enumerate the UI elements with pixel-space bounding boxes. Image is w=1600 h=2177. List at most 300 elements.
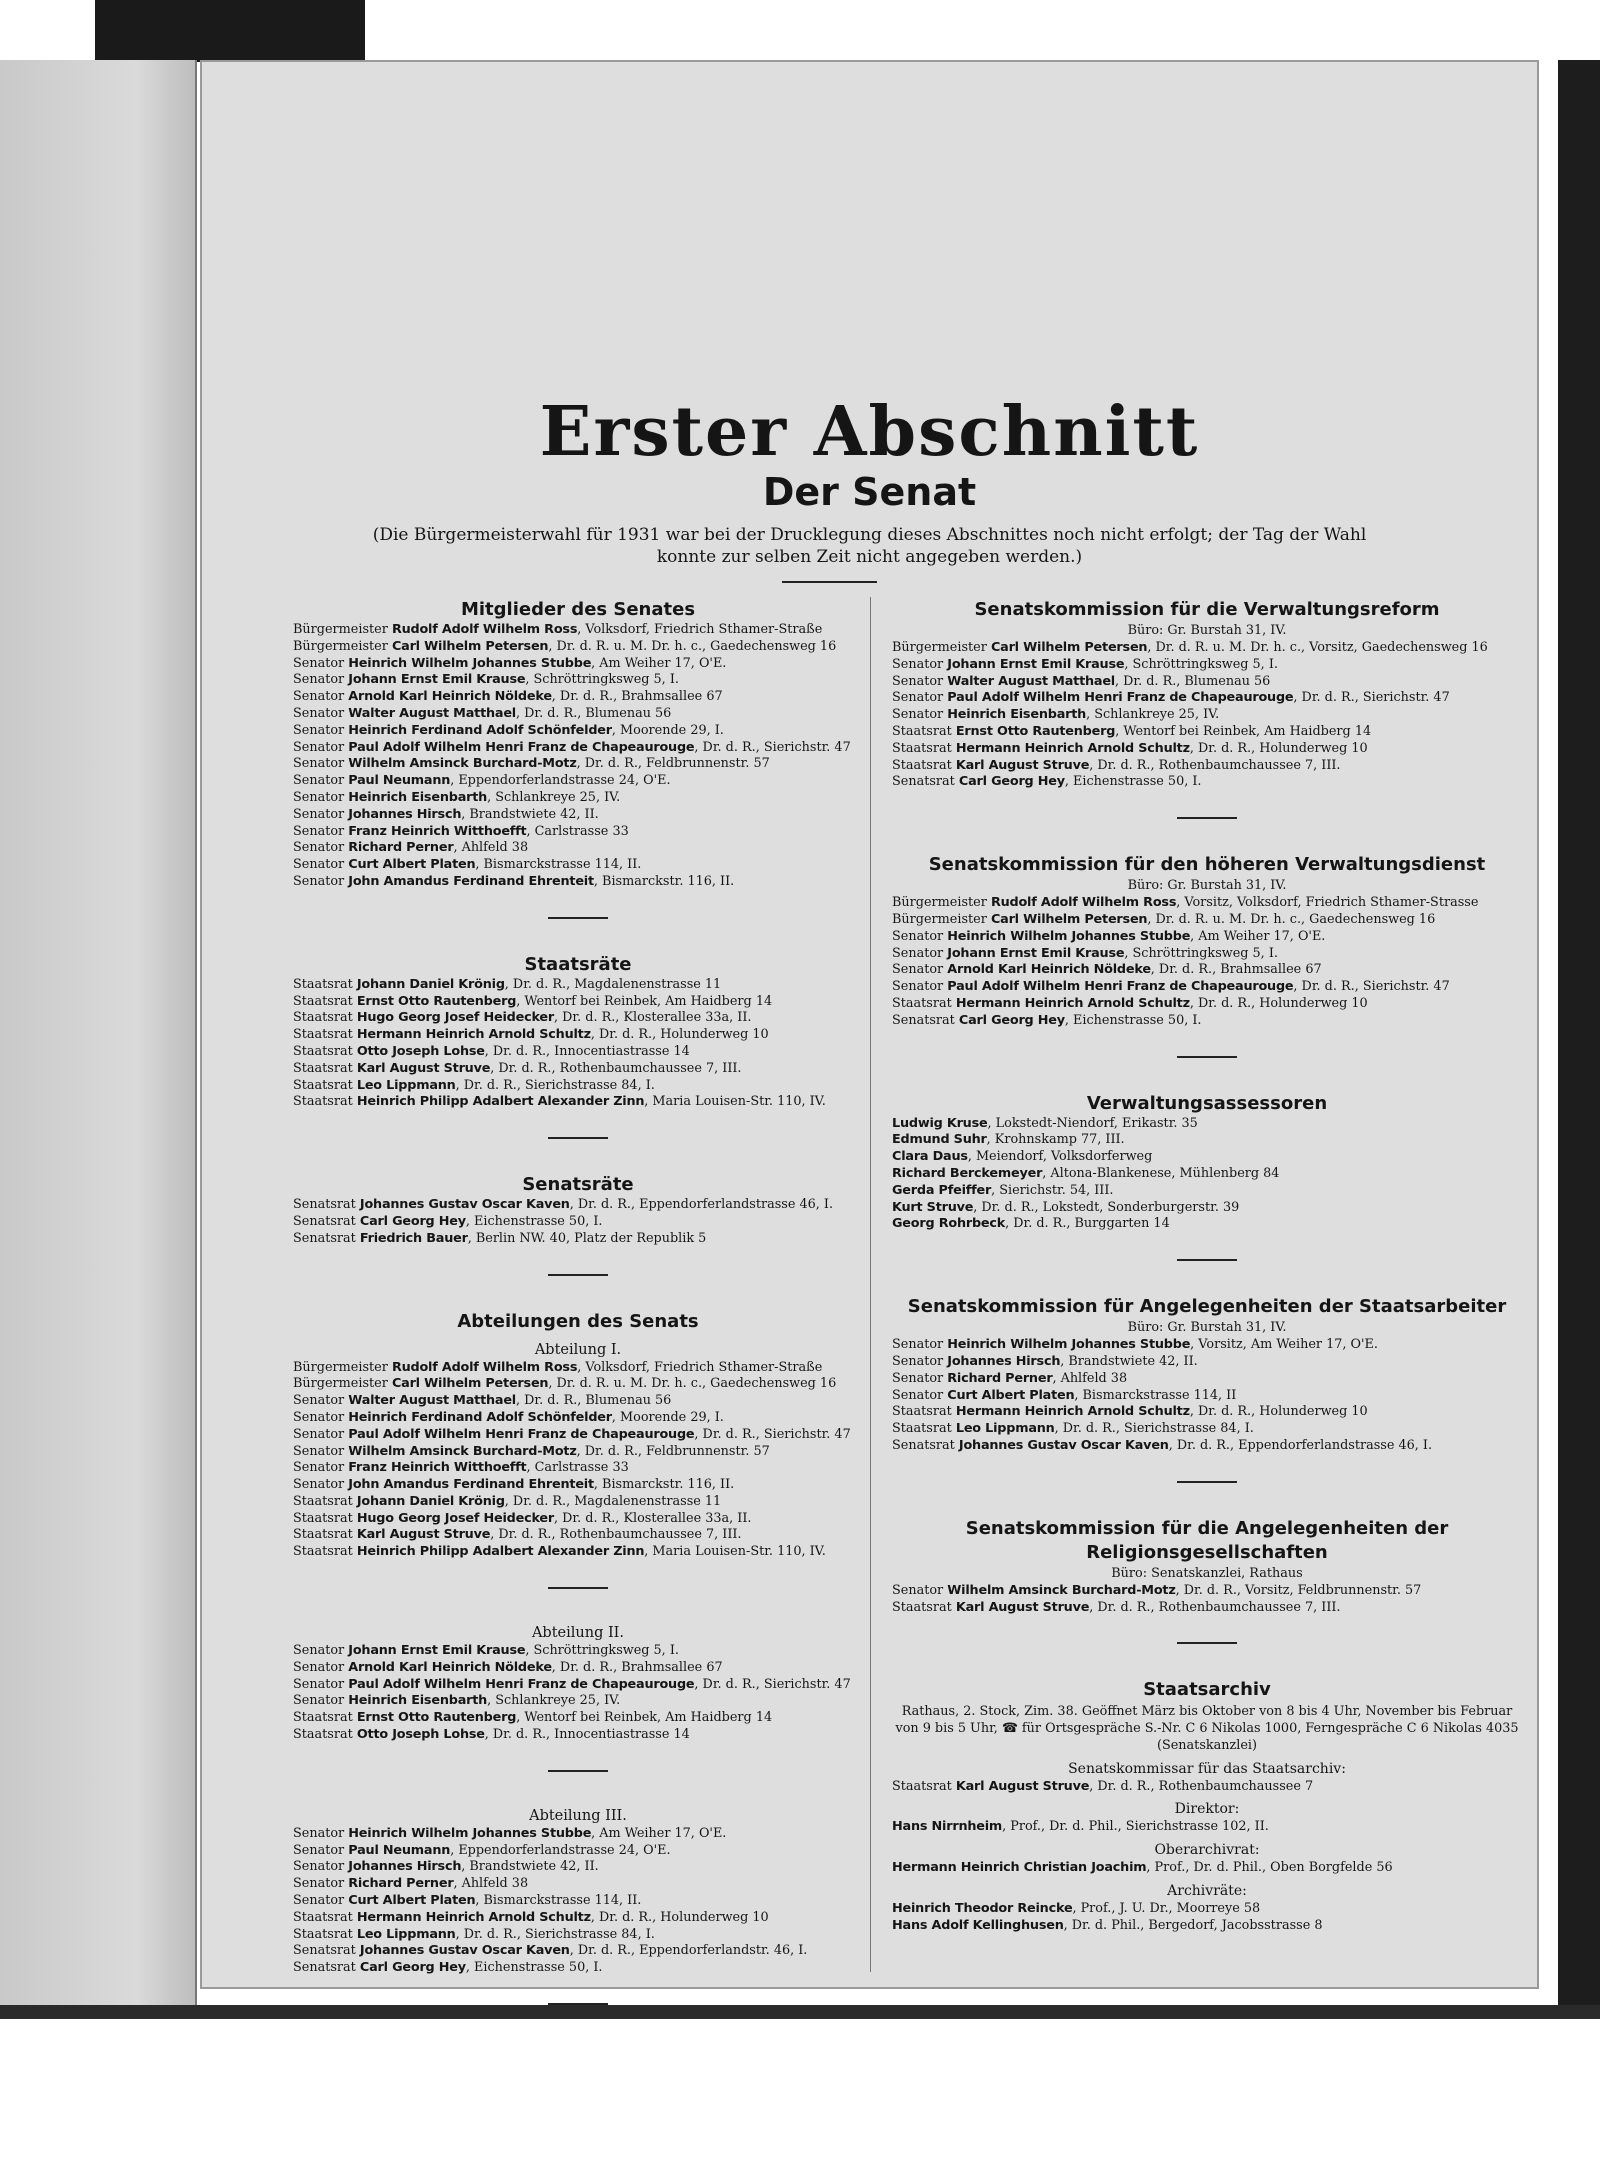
member-name: Curt Albert Platen [947,1387,1075,1403]
member-name: Ernst Otto Rautenberg [955,723,1116,739]
member-entry [293,1477,863,1494]
member-details: , Dr. d. R., Blumenau 56 [1115,673,1271,689]
member-details: , Dr. d. R., Brahmsallee 67 [1150,962,1322,978]
staatsarchiv-section [892,1678,1522,1934]
member-details: , Dr. d. R., Eppendorferlandstrasse 46, I. [569,1197,834,1213]
member-details: , Dr. d. R., Holunderweg 10 [1189,1404,1368,1420]
member-entry [293,807,863,824]
member-entry [892,674,1522,691]
member-entry [892,912,1522,929]
member-title: Senator [293,1842,345,1858]
member-entry [892,1013,1522,1030]
direktor-entry [892,1819,1522,1836]
member-name: Hermann Heinrich Arnold Schultz [955,995,1190,1011]
member-title: Staatsrat [892,1778,952,1794]
member-name: Heinrich Wilhelm Johannes Stubbe [947,928,1191,944]
member-details: , Dr. d. R., Rothenbaumchaussee 7, III. [1089,757,1341,773]
member-entry [892,1166,1522,1183]
member-name: Carl Georg Hey [359,1213,466,1229]
member-name: Karl August Struve [356,1527,491,1543]
member-details: , Dr. d. R., Brahmsallee 67 [551,1659,723,1675]
member-details: , Dr. d. R., Klosterallee 33a, II. [554,1510,752,1526]
member-entry [892,1901,1522,1918]
member-details: , Dr. d. R., Klosterallee 33a, II. [554,1010,752,1026]
member-details: , Wentorf bei Reinbek, Am Haidberg 14 [1115,723,1372,739]
section-block [293,1806,863,2005]
member-details: , Dr. d. R., Rothenbaumchaussee 7, III. [1089,1599,1341,1615]
member-title: Bürgermeister [293,1359,388,1375]
member-entry [293,1027,863,1044]
member-details: , Prof., Dr. d. Phil., Oben Borgfelde 56 [1146,1860,1393,1876]
member-name: Hugo Georg Josef Heidecker [356,1010,555,1026]
member-name: Arnold Karl Heinrich Nöldeke [348,1659,552,1675]
member-details: , Carlstrasse 33 [526,1460,629,1476]
member-name: Heinrich Ferdinand Adolf Schönfelder [348,722,612,738]
kommissar-label: Senatskommissar für das Staatsarchiv: [1068,1760,1346,1777]
member-details: , Dr. d. R., Innocentiastrasse 14 [484,1727,690,1743]
member-details: , Schröttringksweg 5, I. [525,672,679,688]
member-name: Hugo Georg Josef Heidecker [356,1510,555,1526]
member-entry [892,640,1522,657]
member-entry [293,1693,863,1710]
member-entry [892,741,1522,758]
member-title: Senator [293,655,345,671]
member-entry [293,977,863,994]
member-name: Wilhelm Amsinck Burchard-Motz [348,1443,577,1459]
member-title: Senator [892,690,944,706]
member-entry [293,1893,863,1910]
member-title: Senator [293,1676,345,1692]
member-entry [293,1044,863,1061]
member-entry [892,962,1522,979]
member-entry [892,1371,1522,1388]
member-title: Staatsrat [892,740,952,756]
member-details: , Dr. d. R., Sierichstr. 47 [1293,979,1450,995]
member-entry [293,1826,863,1843]
office-address: Büro: Gr. Burstah 31, IV. [1127,1320,1287,1336]
member-title: Staatsrat [892,1599,952,1615]
member-title: Senator [293,806,345,822]
section-title: Senatskommission für die Angelegenheiten der Religionsgesellschaften [965,1517,1449,1563]
member-name: Heinrich Eisenbarth [348,789,488,805]
member-title: Staatsrat [293,1727,353,1743]
member-name: Johann Ernst Emil Krause [947,945,1125,961]
member-title: Senator [892,979,944,995]
member-details: , Altona-Blankenese, Mühlenberg 84 [1042,1165,1280,1181]
member-details: , Dr. d. R., Sierichstrasse 84, I. [455,1077,655,1093]
member-details: , Moorende 29, I. [611,1409,724,1425]
heading-rule [782,581,877,583]
member-name: Franz Heinrich Witthoefft [348,823,527,839]
member-entry [293,824,863,841]
member-details: , Dr. d. R., Sierichstrasse 84, I. [1054,1421,1254,1437]
member-details: , Dr. d. R. u. M. Dr. h. c., Gaedechensweg 16 [548,1376,837,1392]
member-entry [293,840,863,857]
member-name: Karl August Struve [955,1778,1090,1794]
member-name: Friedrich Bauer [359,1230,468,1246]
member-entry [293,1360,863,1377]
member-entry [293,874,863,891]
member-name: Karl August Struve [356,1060,491,1076]
member-title: Senator [293,840,345,856]
left-column [293,598,863,2039]
section-divider [548,917,608,919]
member-details: , Maria Louisen-Str. 110, IV. [644,1544,826,1560]
right-sections [892,598,1522,1644]
member-title: Staatsrat [293,1909,353,1925]
member-title: Senator [892,1582,944,1598]
member-entry [892,1918,1522,1935]
office-address: Büro: Senatskanzlei, Rathaus [1111,1565,1303,1581]
section-block [892,598,1522,819]
member-title: Staatsrat [293,1010,353,1026]
member-name: Hans Nirrnheim [892,1819,1003,1835]
member-entry [293,1511,863,1528]
member-entry [892,774,1522,791]
member-title: Bürgermeister [293,622,388,637]
member-entry [293,1061,863,1078]
member-entry [892,996,1522,1013]
member-name: Heinrich Theodor Reincke [892,1901,1073,1917]
member-entry [293,790,863,807]
member-entry [293,1960,863,1977]
section-divider [1177,1642,1237,1644]
section-subheading: Der Senat [762,470,977,514]
member-entry [892,1337,1522,1354]
section-title: Abteilungen des Senats [457,1310,699,1332]
member-title: Senator [293,1426,345,1442]
member-title: Senatsrat [293,1230,356,1246]
member-details: , Am Weiher 17, O'E. [591,1825,727,1841]
office-address: Büro: Gr. Burstah 31, IV. [1127,878,1287,894]
member-details: , Bismarckstrasse 114, II. [475,857,642,873]
member-name: Gerda Pfeiffer [892,1182,992,1198]
member-title: Senator [293,672,345,688]
member-name: Paul Adolf Wilhelm Henri Franz de Chapeaurouge [348,739,695,755]
member-name: Johann Daniel Krönig [356,1493,505,1509]
member-name: Clara Daus [892,1149,968,1165]
member-entry [293,1660,863,1677]
member-title: Bürgermeister [293,1376,388,1392]
member-name: John Amandus Ferdinand Ehrenteit [348,1477,594,1493]
member-name: Edmund Suhr [892,1132,987,1148]
member-title: Senator [293,1825,345,1841]
member-details: , Dr. d. R., Holunderweg 10 [1189,740,1368,756]
member-entry [293,756,863,773]
kommissar-entry [892,1779,1522,1796]
member-details: , Eichenstrasse 50, I. [1064,774,1202,790]
member-title: Senator [293,705,345,721]
member-entry [293,723,863,740]
member-title: Senator [293,1859,345,1875]
member-title: Senatsrat [293,1943,356,1959]
member-entry [293,857,863,874]
member-details: , Moorende 29, I. [611,722,724,738]
member-name: Johann Ernst Emil Krause [947,656,1125,672]
member-title: Senator [293,1659,345,1675]
member-title: Bürgermeister [892,640,987,655]
section-divider [1177,1481,1237,1483]
member-name: Heinrich Philipp Adalbert Alexander Zinn [356,1094,645,1110]
right-column [892,598,1522,1969]
member-entry [293,706,863,723]
member-entry [892,1149,1522,1166]
member-title: Senator [293,773,345,789]
member-name: Paul Adolf Wilhelm Henri Franz de Chapeaurouge [348,1426,695,1442]
member-details: , Wentorf bei Reinbek, Am Haidberg 14 [516,993,773,1009]
section-divider [548,1770,608,1772]
member-name: Richard Berckemeyer [892,1165,1043,1181]
member-name: Carl Wilhelm Petersen [391,638,549,654]
member-name: Paul Neumann [348,1842,451,1858]
section-title: Senatsräte [522,1174,634,1196]
member-details: , Dr. d. R. u. M. Dr. h. c., Vorsitz, Gaedechensweg 16 [1147,640,1488,655]
member-name: Hermann Heinrich Arnold Schultz [356,1909,591,1925]
member-title: Bürgermeister [892,895,987,911]
member-title: Staatsrat [293,1060,353,1076]
member-title: Senator [293,1443,345,1459]
member-name: Wilhelm Amsinck Burchard-Motz [947,1582,1176,1598]
member-title: Staatsrat [293,1527,353,1543]
member-details: , Prof., Dr. d. Phil., Sierichstrasse 102, II. [1002,1819,1269,1835]
member-title: Senator [293,1893,345,1909]
section-title: Senatskommission für Angelegenheiten der Staatsarbeiter [907,1296,1507,1318]
member-name: Paul Adolf Wilhelm Henri Franz de Chapeaurouge [947,690,1294,706]
member-name: Carl Georg Hey [958,1012,1065,1028]
member-name: Hermann Heinrich Arnold Schultz [955,740,1190,756]
section-divider [548,1137,608,1139]
member-name: Curt Albert Platen [348,857,476,873]
member-name: Heinrich Wilhelm Johannes Stubbe [947,1337,1191,1353]
member-entry [892,690,1522,707]
member-details: , Dr. d. R., Blumenau 56 [516,1393,672,1409]
member-title: Senator [293,1477,345,1493]
member-details: , Volksdorf, Friedrich Sthamer-Straße [577,622,823,637]
member-name: Johann Ernst Emil Krause [348,672,526,688]
member-entry [892,1200,1522,1217]
section-divider [548,1587,608,1589]
member-details: , Ahlfeld 38 [453,840,529,856]
member-title: Senator [892,945,944,961]
member-details: , Vorsitz, Volksdorf, Friedrich Sthamer-Strasse [1176,895,1479,911]
member-name: Johannes Gustav Oscar Kaven [359,1197,570,1213]
member-name: Heinrich Wilhelm Johannes Stubbe [348,1825,592,1841]
section-divider [548,2003,608,2005]
section-title: Staatsräte [524,953,632,975]
member-entry [293,639,863,656]
member-details: , Schlankreye 25, IV. [487,1693,621,1709]
member-entry [892,1819,1522,1836]
member-entry [293,1010,863,1027]
scan-top-bar [95,0,365,62]
member-title: Bürgermeister [892,911,987,927]
member-name: Walter August Matthael [348,1393,516,1409]
member-entry [293,1943,863,1960]
staatsarchiv-title: Staatsarchiv [1143,1679,1271,1701]
member-details: , Dr. d. R., Burggarten 14 [1005,1216,1170,1232]
member-details: , Krohnskamp 77, III. [986,1132,1125,1148]
member-details: , Brandstwiete 42, II. [461,1859,599,1875]
member-details: , Dr. d. R., Feldbrunnenstr. 57 [576,1443,770,1459]
member-title: Senator [293,739,345,755]
member-title: Senator [892,928,944,944]
member-entry [293,1427,863,1444]
member-entry [293,994,863,1011]
member-name: Otto Joseph Lohse [356,1727,485,1743]
member-name: Franz Heinrich Witthoefft [348,1460,527,1476]
member-name: Richard Perner [947,1370,1053,1386]
member-details: , Dr. d. R., Magdalenenstrasse 11 [504,976,722,992]
member-entry [293,1231,863,1248]
member-title: Staatsrat [293,1077,353,1093]
member-entry [293,656,863,673]
member-entry [892,1438,1522,1455]
member-title: Senator [892,673,944,689]
member-title: Staatsrat [293,1094,353,1110]
member-details: , Carlstrasse 33 [526,823,629,839]
department-title: Abteilung II. [531,1625,625,1642]
office-address: Büro: Gr. Burstah 31, IV. [1127,623,1287,638]
document-page [200,60,1539,1989]
member-name: Carl Wilhelm Petersen [990,640,1148,655]
member-entry [293,1910,863,1927]
member-title: Senator [892,707,944,723]
member-name: Johannes Hirsch [348,1859,462,1875]
member-details: , Brandstwiete 42, II. [461,806,599,822]
facing-page-edge [0,60,197,2010]
member-details: , Dr. d. R., Magdalenenstrasse 11 [504,1493,722,1509]
member-entry [892,657,1522,674]
member-entry [293,1859,863,1876]
member-details: , Dr. d. R., Vorsitz, Feldbrunnenstr. 57 [1175,1582,1422,1598]
member-details: , Schröttringksweg 5, I. [1124,656,1278,672]
section-block [892,853,1522,1057]
member-details: , Wentorf bei Reinbek, Am Haidberg 14 [516,1710,773,1726]
member-entry [293,740,863,757]
member-name: Hermann Heinrich Arnold Schultz [955,1404,1190,1420]
member-name: Ludwig Kruse [892,1115,988,1131]
member-name: Carl Georg Hey [359,1960,466,1976]
member-details: , Dr. d. R., Brahmsallee 67 [551,689,723,705]
member-details: , Dr. d. R., Sierichstr. 47 [694,1676,851,1692]
member-entry [293,1460,863,1477]
member-name: Ernst Otto Rautenberg [356,993,517,1009]
member-entry [293,773,863,790]
archivraete-entries [892,1901,1522,1935]
member-details: , Schröttringksweg 5, I. [525,1643,679,1659]
member-name: Rudolf Adolf Wilhelm Ross [990,895,1177,911]
member-details: , Dr. d. R., Rothenbaumchaussee 7, III. [490,1527,742,1543]
member-details: , Dr. d. R., Rothenbaumchaussee 7 [1089,1778,1314,1794]
member-title: Senatsrat [892,1012,955,1028]
member-title: Senatsrat [892,774,955,790]
member-entry [293,1643,863,1660]
member-details: , Dr. d. R., Sierichstr. 47 [694,1426,851,1442]
member-entry [293,689,863,706]
member-title: Senatsrat [293,1213,356,1229]
member-title: Senator [892,656,944,672]
member-entry [293,1494,863,1511]
member-entry [293,622,863,639]
member-title: Senator [293,1409,345,1425]
member-name: Leo Lippmann [356,1077,456,1093]
member-name: Walter August Matthael [947,673,1115,689]
member-title: Staatsrat [293,1027,353,1043]
section-divider [1177,817,1237,819]
member-title: Senator [293,1393,345,1409]
member-details: , Dr. d. R., Rothenbaumchaussee 7, III. [490,1060,742,1076]
member-title: Senator [293,689,345,705]
member-name: Otto Joseph Lohse [356,1043,485,1059]
member-title: Senator [293,756,345,772]
member-entry [293,1843,863,1860]
scan-right-border [1558,60,1600,2005]
member-name: Karl August Struve [955,1599,1090,1615]
member-entry [892,1421,1522,1438]
member-title: Senator [892,1337,944,1353]
member-title: Senator [293,857,345,873]
member-title: Staatsrat [892,757,952,773]
member-name: Johannes Hirsch [947,1353,1061,1369]
member-entry [892,1779,1522,1796]
member-title: Staatsrat [293,976,353,992]
direktor-label: Direktor: [1174,1801,1240,1818]
member-details: , Volksdorf, Friedrich Sthamer-Straße [577,1359,823,1375]
member-name: Wilhelm Amsinck Burchard-Motz [348,756,577,772]
member-entry [293,672,863,689]
member-name: Heinrich Eisenbarth [348,1693,488,1709]
member-entry [293,1927,863,1944]
member-details: , Schröttringksweg 5, I. [1124,945,1278,961]
member-name: Carl Wilhelm Petersen [990,911,1148,927]
member-name: Georg Rohrbeck [892,1216,1006,1232]
member-details: , Ahlfeld 38 [1052,1370,1128,1386]
member-title: Senator [293,823,345,839]
member-title: Senator [892,1353,944,1369]
member-title: Staatsrat [293,1043,353,1059]
member-details: , Prof., J. U. Dr., Moorreye 58 [1072,1901,1261,1917]
member-title: Senator [892,962,944,978]
member-name: Leo Lippmann [356,1926,456,1942]
member-name: Rudolf Adolf Wilhelm Ross [391,1359,578,1375]
member-entry [293,1376,863,1393]
member-entry [293,1727,863,1744]
member-entry [892,1354,1522,1371]
member-details: , Bismarckstr. 116, II. [593,1477,735,1493]
member-details: , Dr. d. R., Sierichstrasse 84, I. [455,1926,655,1942]
election-note: (Die Bürgermeisterwahl für 1931 war bei der Drucklegung dieses Abschnittes noch nicht erfolgt; der Tag der Wahl konnte zur selben Zeit nicht angegeben werden.) [372,525,1367,567]
member-details: , Maria Louisen-Str. 110, IV. [644,1094,826,1110]
section-title: Mitglieder des Senates [460,599,696,620]
member-name: Paul Adolf Wilhelm Henri Franz de Chapeaurouge [348,1676,695,1692]
member-details: , Dr. d. R., Sierichstr. 47 [1293,690,1450,706]
member-details: , Dr. d. R., Holunderweg 10 [590,1909,769,1925]
member-name: Curt Albert Platen [348,1893,476,1909]
section-divider [1177,1259,1237,1261]
member-name: Leo Lippmann [955,1421,1055,1437]
section-divider [548,1274,608,1276]
member-name: Arnold Karl Heinrich Nöldeke [947,962,1151,978]
section-block [293,598,863,919]
department-title: Abteilung III. [529,1807,627,1824]
member-name: Kurt Struve [892,1199,974,1215]
section-title: Senatskommission für den höheren Verwaltungsdienst [928,854,1486,876]
member-details: , Schlankreye 25, IV. [1086,707,1220,723]
member-entry [293,1527,863,1544]
archivraete-label: Archivräte: [1167,1883,1247,1900]
member-name: Richard Perner [348,840,454,856]
member-entry [293,1410,863,1427]
